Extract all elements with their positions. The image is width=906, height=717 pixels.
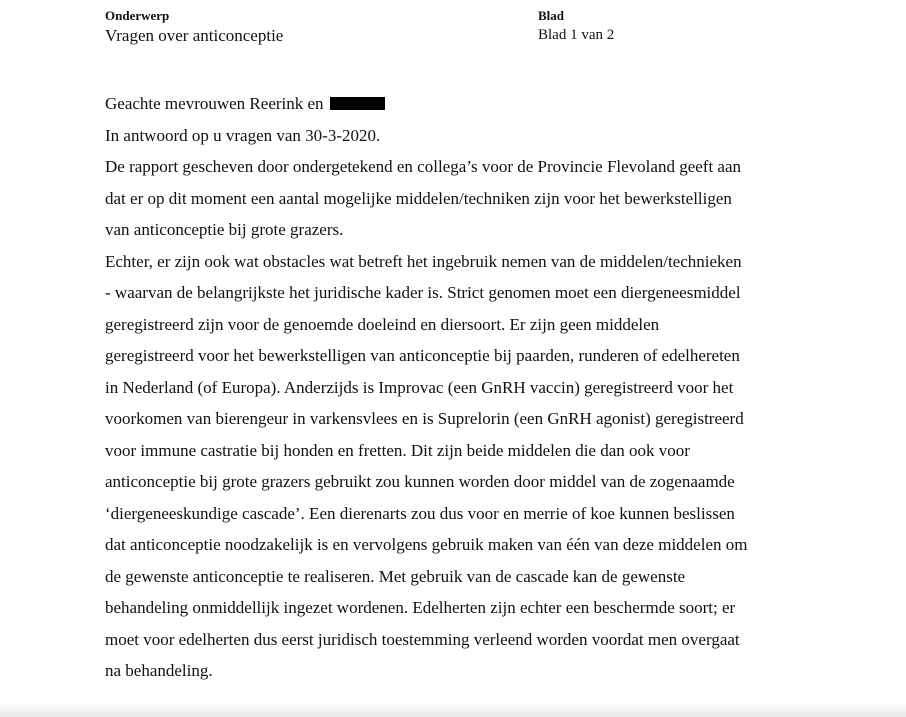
page-number: Blad 1 van 2 [538,27,615,43]
letter-line: voor immune castratie bij honden en fretten. Dit zijn beide middelen die dan ook voor [105,440,690,460]
subject-label: Onderwerp [105,8,170,23]
redaction-block [330,97,385,110]
subject-value: Vragen over anticonceptie [105,26,284,45]
letter-line: De rapport gescheven door ondergetekend en collega’s voor de Provincie Flevoland geeft aan [105,157,742,176]
letter-line: behandeling onmiddellijk ingezet wordenen. Edelherten zijn echter een beschermde soort; er [105,598,736,617]
letter-line: - waarvan de belangrijkste het juridische kader is. Strict genomen moet een diergeneesmiddel [105,283,741,302]
letter-line: dat anticonceptie noodzakelijk is en vervolgens gebruik maken van één van deze middelen om [105,535,748,554]
page-bottom-edge [0,703,906,717]
letter-line: ‘diergeneeskundige cascade’. Een dierenarts zou dus voor en merrie of koe kunnen beslissen [105,503,735,523]
letter-line: Echter, er zijn ook wat obstacles wat betreft het ingebruik nemen van de middelen/technieken [105,251,742,271]
letter-line: anticonceptie bij grote grazers gebruikt zou kunnen worden door middel van de zogenaamde [105,472,735,491]
letter-line: geregistreerd zijn voor de genoemde doeleind en diersoort. Er zijn geen middelen [105,314,660,334]
letter-line: In antwoord op u vragen van 30-3-2020. [105,125,381,145]
letter-line: dat er op dit moment een aantal mogelijke middelen/techniken zijn voor het bewerkstelligen [105,188,732,208]
letter-line: de gewenste anticonceptie te realiseren. Met gebruik van de cascade kan de gewenste [105,566,686,586]
letter-line: van anticonceptie bij grote grazers. [105,220,344,239]
letter-line: geregistreerd voor het bewerkstelligen van anticonceptie bij paarden, runderen of edelhereten [105,346,740,365]
letter-line: na behandeling. [105,661,213,680]
salutation: Geachte mevrouwen Reerink en [105,94,324,113]
letter-body [105,88,895,687]
letter-line: voorkomen van bierengeur in varkensvlees en is Suprelorin (een GnRH agonist) geregistreerd [105,409,744,428]
page-label: Blad [538,8,565,23]
letter-line: moet voor edelherten dus eerst juridisch toestemming verleend worden voordat men overgaat [105,629,740,649]
letter-line: in Nederland (of Europa). Anderzijds is Improvac (een GnRH vaccin) geregistreerd voor het [105,377,734,397]
salutation-line [105,88,895,120]
